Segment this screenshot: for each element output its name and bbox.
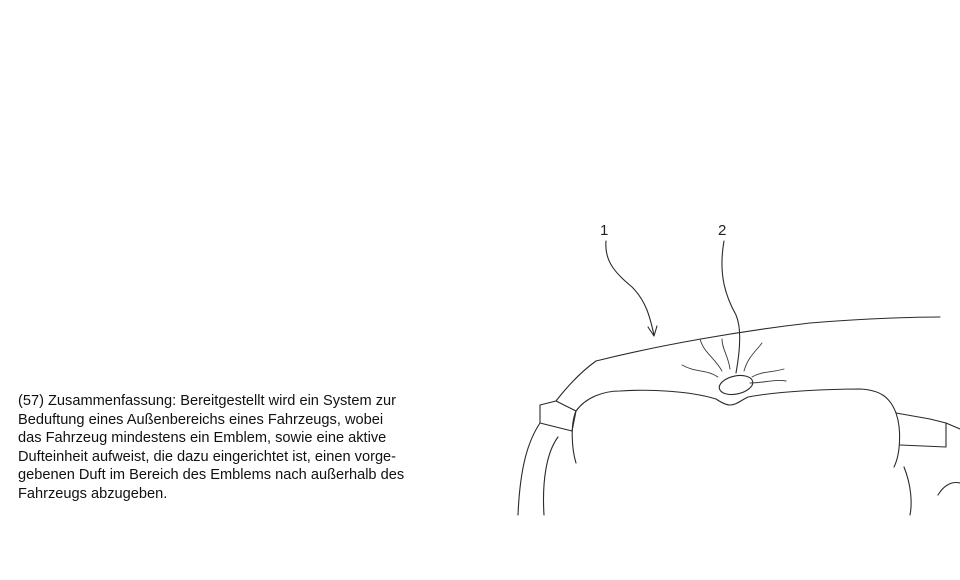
scent-wisp [682, 365, 718, 377]
vehicle-front-drawing [500, 205, 960, 525]
scent-wisp [752, 369, 784, 377]
emblem [718, 373, 755, 398]
ref-label-1: 1 [600, 222, 609, 239]
right-bumper-curve [904, 467, 911, 515]
abstract-line: gebenen Duft im Bereich des Emblems nach außerhalb des [18, 467, 405, 484]
scent-wisp [750, 380, 786, 383]
scent-wisp [722, 339, 730, 369]
left-fender [518, 423, 540, 515]
grille-right-side [894, 413, 900, 467]
abstract-text [18, 392, 480, 504]
abstract-line: das Fahrzeug mindestens ein Emblem, sowie eine aktive [18, 430, 387, 447]
left-bumper-curve [544, 437, 558, 515]
scent-wisp [700, 339, 722, 371]
abstract-line: Fahrzeugs abzugeben. [18, 485, 168, 502]
right-lower-curve [938, 483, 960, 496]
right-fender [946, 423, 960, 429]
hood-outline [556, 317, 940, 401]
abstract-line: Dufteinheit aufweist, die dazu eingerichtet ist, einen vorge- [18, 448, 397, 465]
left-headlight [540, 401, 576, 431]
grille-top [576, 389, 896, 413]
leader-line-2 [722, 241, 740, 373]
scent-wisp [744, 343, 762, 371]
abstract-line: Beduftung eines Außenbereichs eines Fahrzeugs, wobei [18, 411, 384, 428]
ref-label-2: 2 [718, 222, 727, 239]
patent-figure [500, 205, 960, 525]
leader-line-1 [606, 241, 654, 335]
right-headlight [896, 413, 946, 447]
abstract-line: (57) Zusammenfassung: Bereitgestellt wird ein System zur [18, 393, 396, 409]
